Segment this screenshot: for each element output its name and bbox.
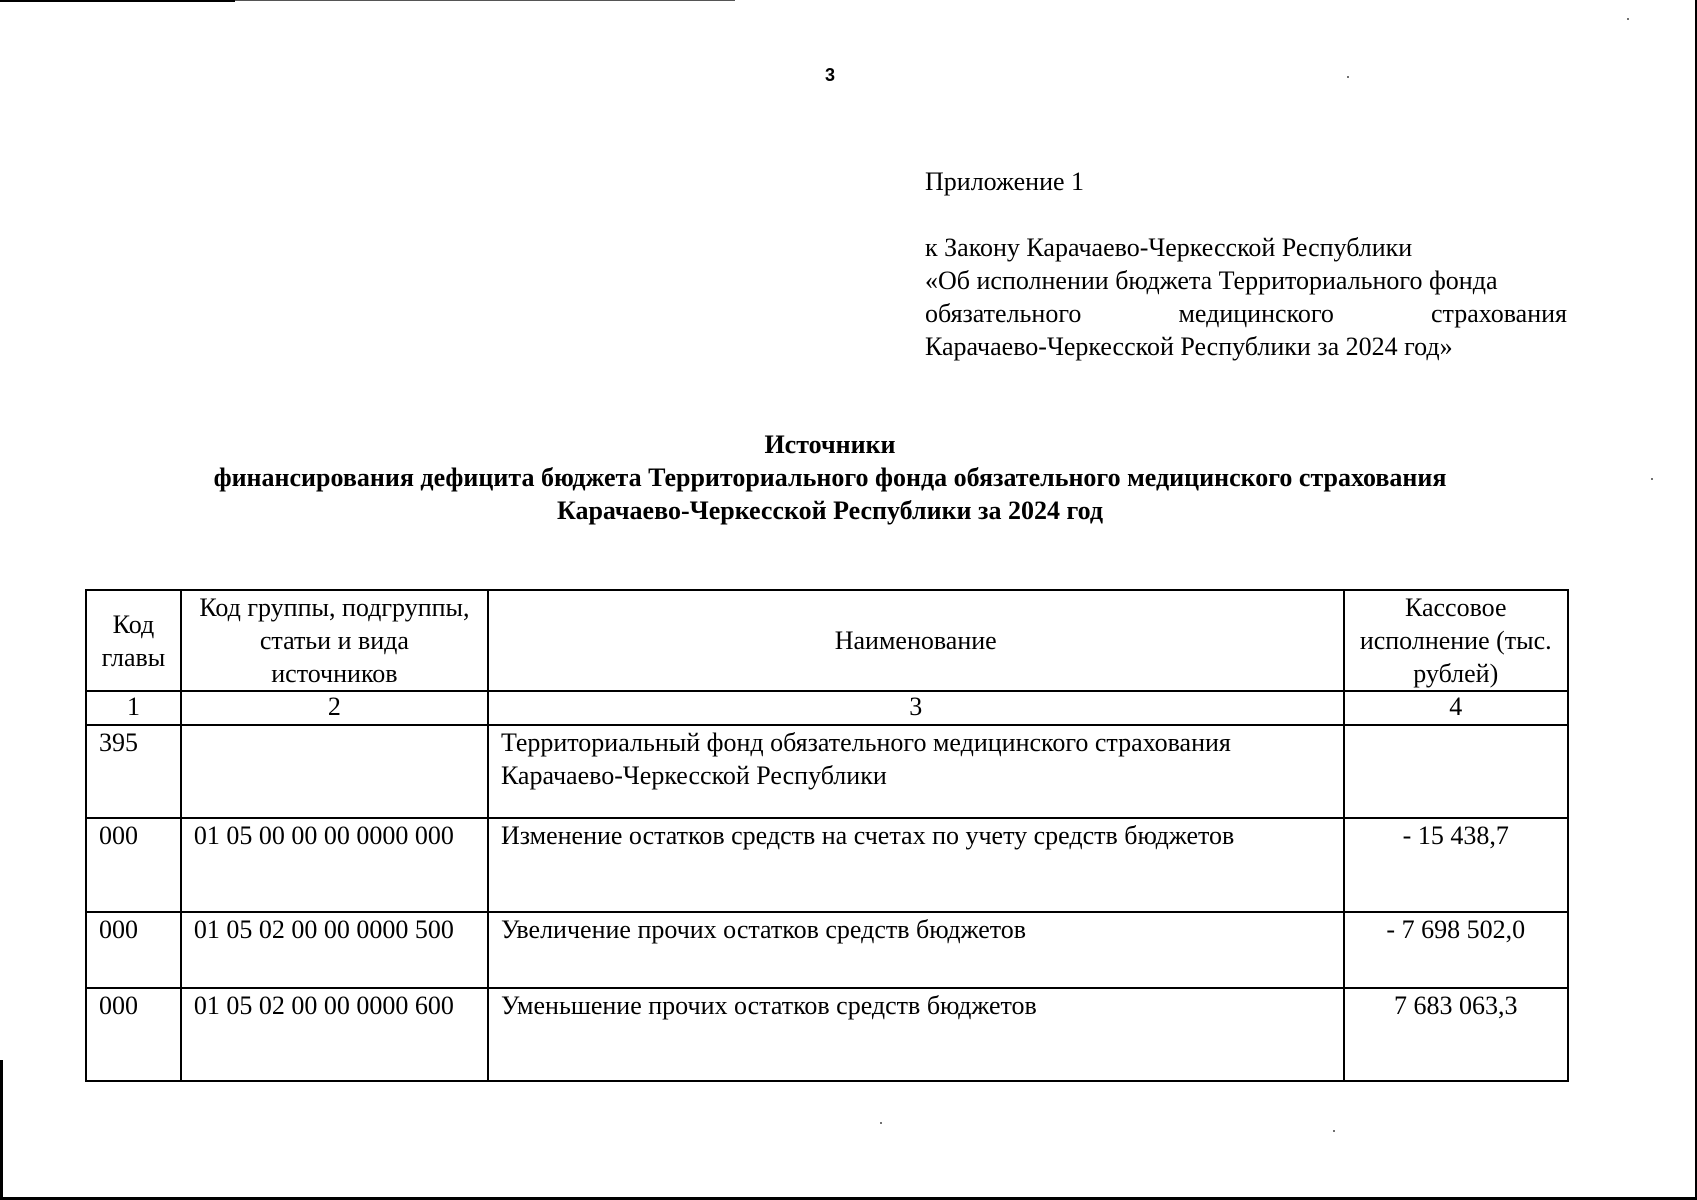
appendix-word: страхования xyxy=(1430,299,1567,328)
table-row xyxy=(86,988,1568,1081)
table-row xyxy=(86,725,1568,818)
cell-group-code: 01 05 02 00 00 0000 600 xyxy=(181,988,488,1081)
cell-group-code xyxy=(181,725,488,818)
header-chapter-code: Код главы xyxy=(86,590,181,691)
appendix-line: «Об исполнении бюджета Территориального фонда xyxy=(925,266,1498,295)
column-number: 2 xyxy=(181,691,488,725)
header-cash-execution: Кассовое исполнение (тыс. рублей) xyxy=(1344,590,1569,691)
scan-speck xyxy=(1347,76,1349,78)
scan-edge-top xyxy=(0,0,235,2)
sources-table xyxy=(85,589,1569,1082)
appendix-title: Приложение 1 xyxy=(925,167,1085,196)
cell-chapter-code: 000 xyxy=(86,912,181,988)
appendix-word: медицинского xyxy=(1178,299,1334,328)
scan-speck xyxy=(1333,1130,1335,1132)
header-group-code: Код группы, подгруппы, статьи и вида источников xyxy=(181,590,488,691)
scan-speck xyxy=(1651,478,1653,480)
page-number: 3 xyxy=(824,65,835,85)
cell-group-code: 01 05 00 00 00 0000 000 xyxy=(181,818,488,912)
document-title xyxy=(80,428,1580,527)
cell-amount: - 7 698 502,0 xyxy=(1344,912,1569,988)
column-number: 4 xyxy=(1344,691,1569,725)
cell-chapter-code: 395 xyxy=(86,725,181,818)
cell-name: Изменение остатков средств на счетах по учету средств бюджетов xyxy=(488,818,1344,912)
appendix-line: к Закону Карачаево-Черкесской Республики xyxy=(925,233,1413,262)
column-number: 3 xyxy=(488,691,1344,725)
appendix-line-justified xyxy=(925,297,1567,330)
appendix-note xyxy=(925,165,1567,363)
title-line: Карачаево-Черкесской Республики за 2024 год xyxy=(556,496,1104,525)
title-line: финансирования дефицита бюджета Территориального фонда обязательного медицинского страхования xyxy=(213,463,1447,492)
scan-speck xyxy=(1627,18,1629,20)
cell-amount: 7 683 063,3 xyxy=(1344,988,1569,1081)
column-number-row xyxy=(86,691,1568,725)
cell-chapter-code: 000 xyxy=(86,818,181,912)
cell-chapter-code: 000 xyxy=(86,988,181,1081)
title-line: Источники xyxy=(764,430,896,459)
cell-amount: - 15 438,7 xyxy=(1344,818,1569,912)
header-name: Наименование xyxy=(488,590,1344,691)
column-number: 1 xyxy=(86,691,181,725)
cell-name: Территориальный фонд обязательного медицинского страхования Карачаево-Черкесской Республики xyxy=(488,725,1344,818)
table-header-row xyxy=(86,590,1568,691)
cell-group-code: 01 05 02 00 00 0000 500 xyxy=(181,912,488,988)
cell-name: Увеличение прочих остатков средств бюджетов xyxy=(488,912,1344,988)
cell-amount xyxy=(1344,725,1569,818)
scan-edge-left xyxy=(0,1060,3,1200)
cell-name: Уменьшение прочих остатков средств бюджетов xyxy=(488,988,1344,1081)
table-row xyxy=(86,912,1568,988)
scan-edge-top-thin xyxy=(235,0,735,1)
appendix-word: обязательного xyxy=(925,299,1082,328)
appendix-line: Карачаево-Черкесской Республики за 2024 год» xyxy=(925,332,1453,361)
scan-speck xyxy=(880,1122,882,1124)
table-row xyxy=(86,818,1568,912)
